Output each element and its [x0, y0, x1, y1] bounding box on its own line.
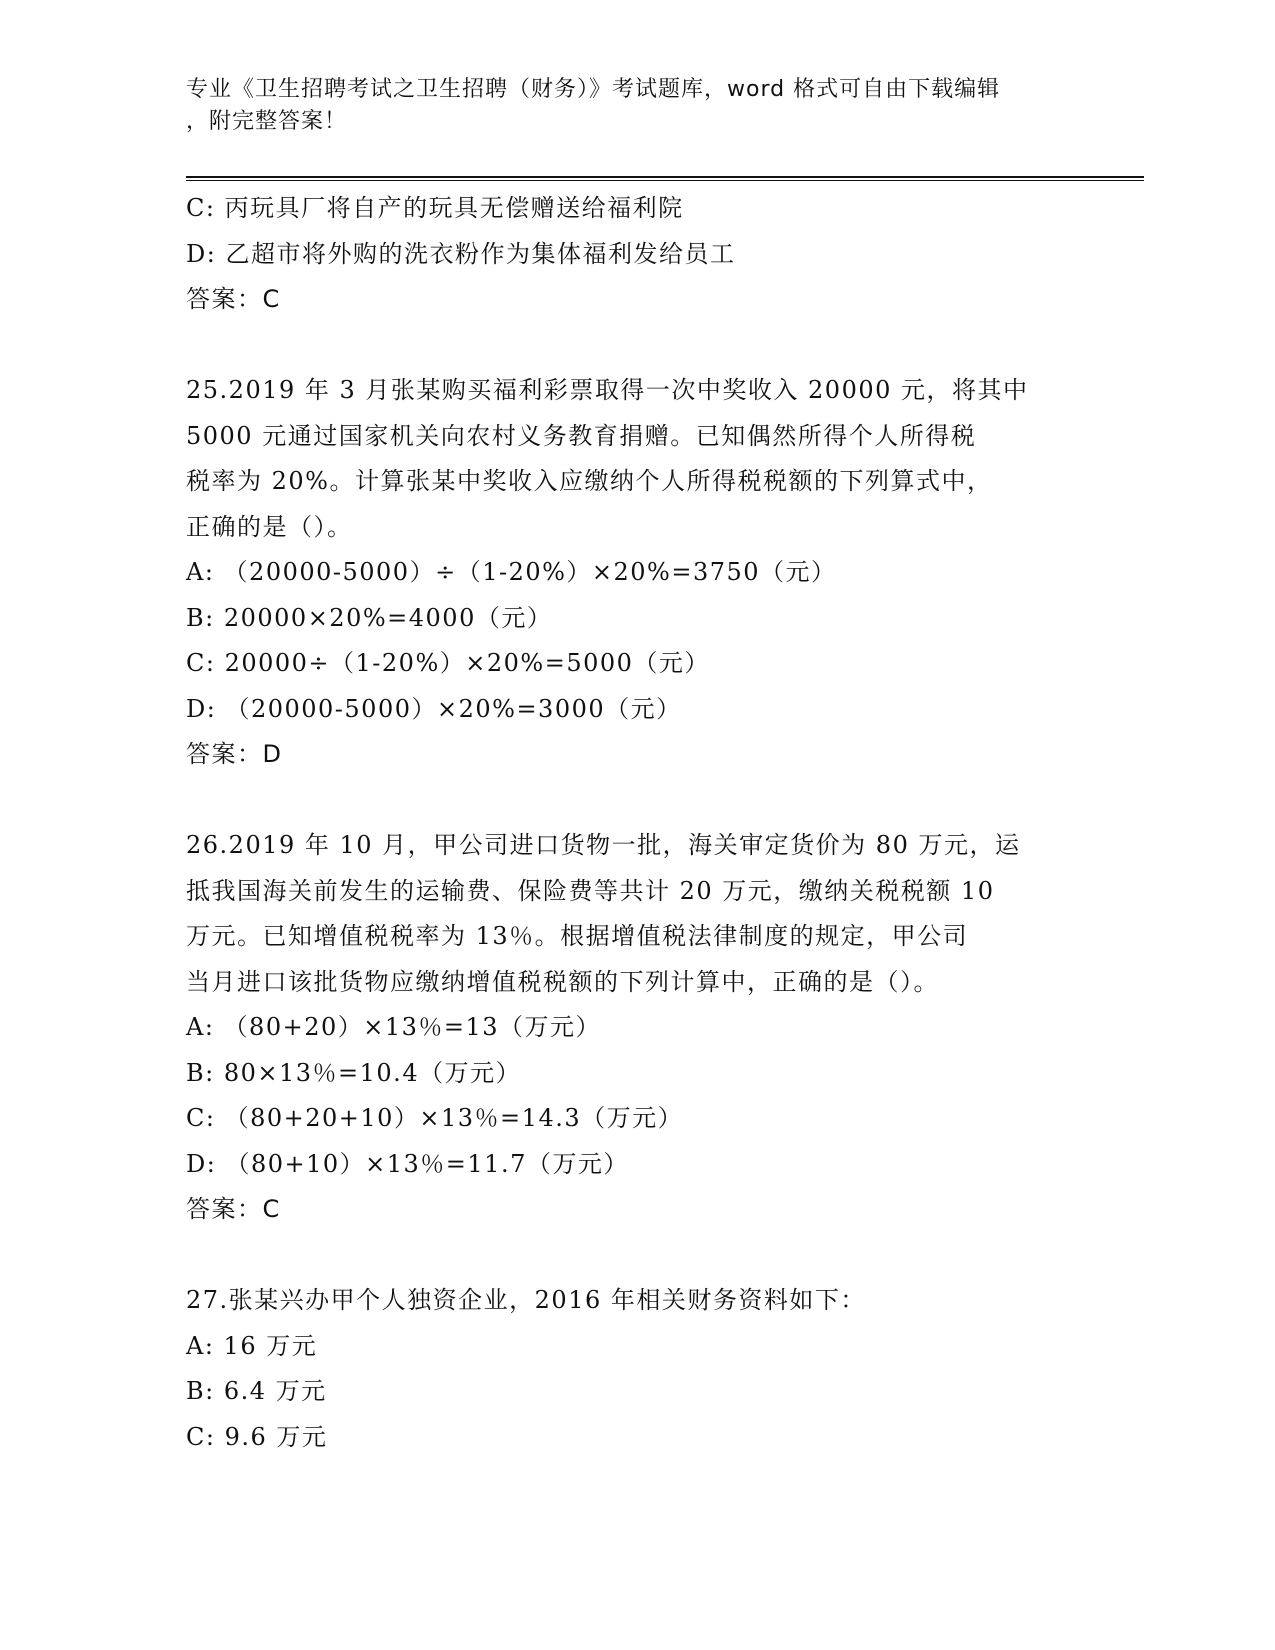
answer: 答案：C	[186, 1195, 281, 1223]
answer: 答案：C	[186, 285, 281, 313]
option-b: B: 6.4 万元	[186, 1377, 327, 1405]
option-c: C: （80+20+10）×13％=14.3（万元）	[186, 1104, 684, 1132]
question-stem-line: 抵我国海关前发生的运输费、保险费等共计 20 万元，缴纳关税税额 10	[186, 876, 995, 905]
document-body	[186, 186, 1086, 1460]
question-stem-line: 税率为 20%。计算张某中奖收入应缴纳个人所得税税额的下列算式中，	[186, 467, 993, 495]
question-stem-line: 5000 元通过国家机关向农村义务教育捐赠。已知偶然所得个人所得税	[186, 421, 977, 450]
option-a: A: 16 万元	[186, 1331, 318, 1360]
spacer	[186, 323, 1086, 369]
option-c: C: 丙玩具厂将自产的玩具无偿赠送给福利院	[186, 194, 684, 222]
question-stem-line: 当月进口该批货物应缴纳增值税税额的下列计算中，正确的是（）。	[186, 967, 939, 996]
question-stem-line: 26.2019 年 10 月，甲公司进口货物一批，海关审定货价为 80 万元，运	[186, 831, 1021, 859]
document-header	[186, 74, 1086, 138]
spacer	[186, 1233, 1086, 1279]
option-a: A: （20000-5000）÷（1-20%）×20%=3750（元）	[186, 558, 837, 586]
option-b: B: 80×13％=10.4（万元）	[186, 1058, 522, 1087]
header-line-1: 专业《卫生招聘考试之卫生招聘（财务）》考试题库，word 格式可自由下载编辑	[186, 77, 1001, 102]
option-d: D: 乙超市将外购的洗衣粉作为集体福利发给员工	[186, 239, 736, 268]
option-c: C: 20000÷（1-20%）×20%=5000（元）	[186, 649, 710, 677]
question-24	[186, 186, 1086, 323]
question-stem-line: 万元。已知增值税税率为 13％。根据增值税法律制度的规定，甲公司	[186, 922, 969, 950]
question-stem-line: 正确的是（）。	[186, 512, 353, 541]
question-26	[186, 823, 1086, 1233]
header-line-2: ，附完整答案！	[186, 109, 348, 134]
option-a: A: （80+20）×13％=13（万元）	[186, 1013, 602, 1041]
spacer	[186, 778, 1086, 824]
question-25	[186, 368, 1086, 778]
option-b: B: 20000×20%=4000（元）	[186, 603, 553, 632]
option-c: C: 9.6 万元	[186, 1422, 328, 1451]
question-27	[186, 1278, 1086, 1460]
answer: 答案：D	[186, 740, 283, 768]
question-stem-line: 27.张某兴办甲个人独资企业，2016 年相关财务资料如下：	[186, 1286, 866, 1314]
question-stem-line: 25.2019 年 3 月张某购买福利彩票取得一次中奖收入 20000 元，将其中	[186, 376, 1029, 404]
option-d: D: （80+10）×13％=11.7（万元）	[186, 1149, 629, 1178]
header-divider	[186, 176, 1144, 181]
option-d: D: （20000-5000）×20%=3000（元）	[186, 694, 682, 723]
